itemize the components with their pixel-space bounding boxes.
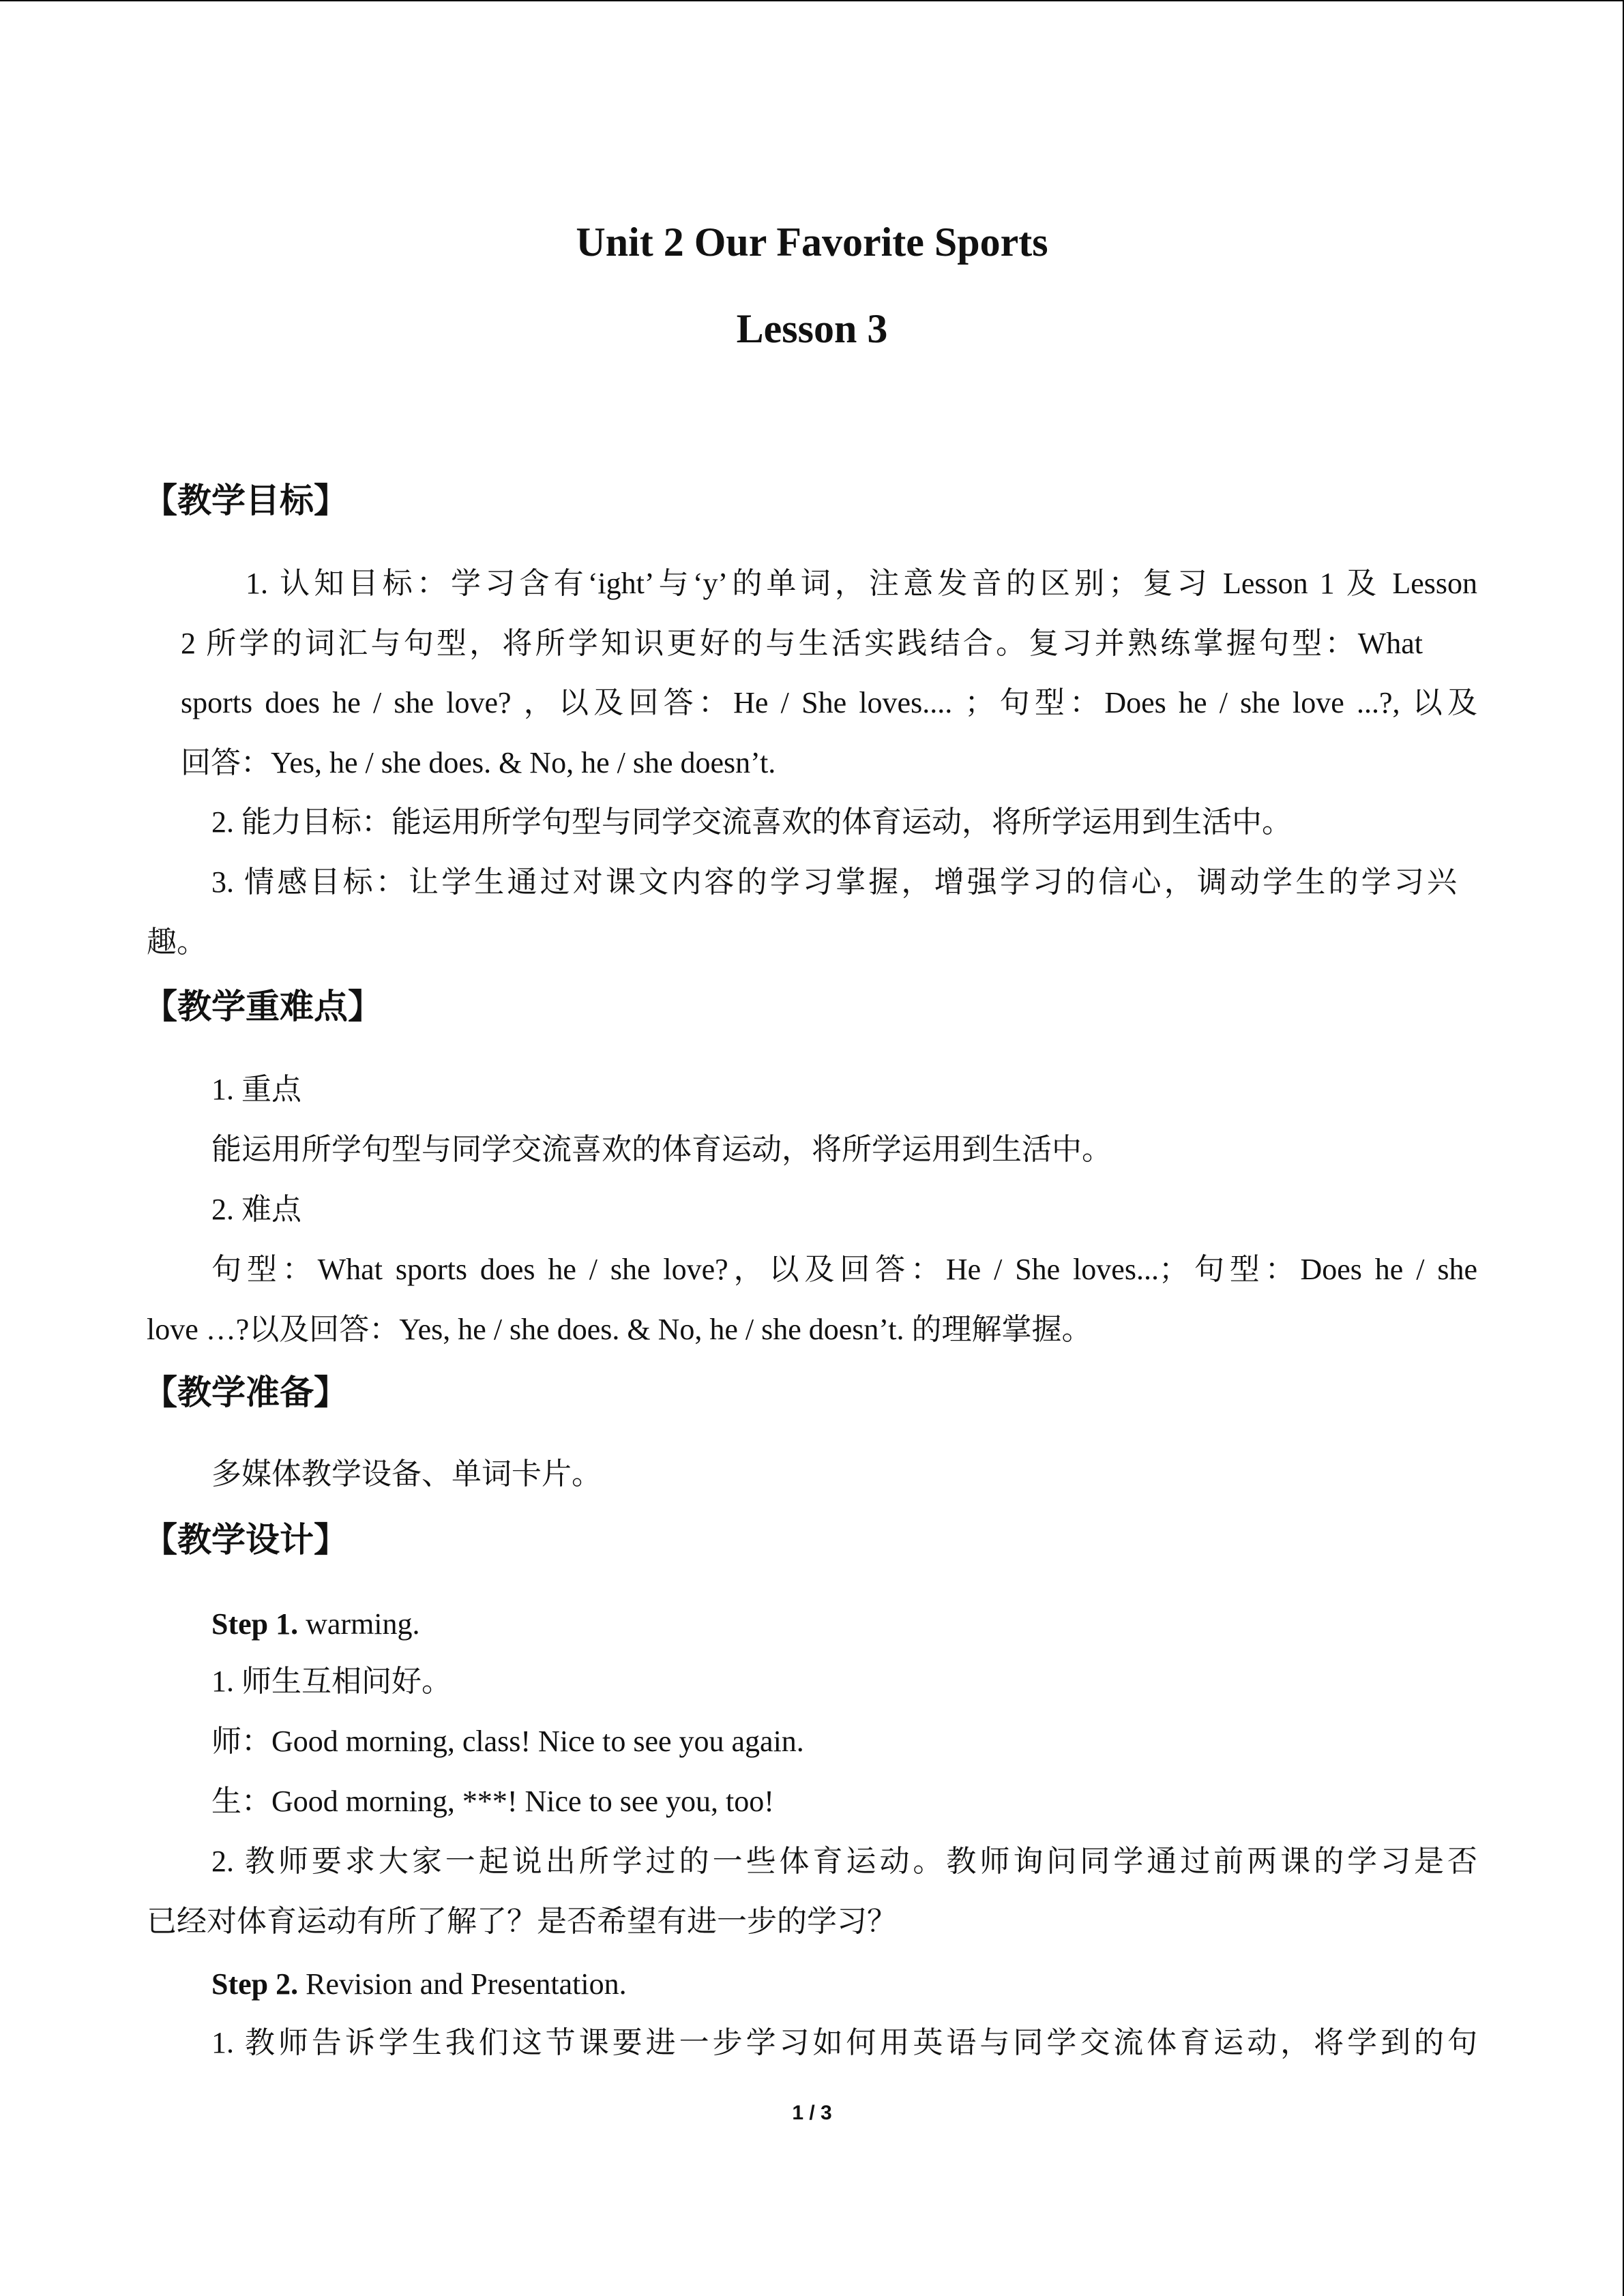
- objective-1-line-3: sports does he / she love? ，以及回答：He / She loves.... ；句型：Does he / she love ...?, 以及: [181, 686, 1477, 719]
- step-1-label: Step 1.: [211, 1607, 299, 1641]
- objective-3-line-1: 3. 情感目标：让学生通过对课文内容的学习掌握，增强学习的信心，调动学生的学习兴: [211, 865, 1457, 899]
- section-heading-objectives: 【教学目标】: [143, 481, 348, 520]
- section-heading-key-points: 【教学重难点】: [143, 987, 382, 1026]
- step-2-label: Step 2.: [211, 1967, 299, 2001]
- objective-1-line-4: 回答：Yes, he / she does. & No, he / she doesn’t.: [181, 746, 776, 779]
- key-point-2-label: 2. 难点: [211, 1193, 301, 1226]
- step-2: [211, 1963, 627, 2006]
- step-1-teacher-line: 师：Good morning, class! Nice to see you again.: [211, 1725, 804, 1758]
- key-point-2-line-2: love …?以及回答：Yes, he / she does. & No, he / she doesn’t. 的理解掌握。: [147, 1313, 1092, 1346]
- step-2-title: Revision and Presentation.: [298, 1967, 627, 2001]
- key-point-2-line-1: 句型：What sports does he / she love?，以及回答：He / She loves...；句型：Does he / she: [211, 1253, 1477, 1286]
- section-heading-design: 【教学设计】: [143, 1520, 348, 1560]
- document-subtitle: Lesson 3: [736, 306, 888, 351]
- key-point-1-label: 1. 重点: [211, 1073, 301, 1106]
- objective-1-line-1: 1. 认知目标：学习含有‘ight’与‘y’的单词，注意发音的区别；复习 Lesson 1 及 Lesson: [246, 567, 1477, 600]
- objective-1-line-2: 2 所学的词汇与句型，将所学知识更好的与生活实践结合。复习并熟练掌握句型：What: [181, 627, 1423, 660]
- objective-2: 2. 能力目标：能运用所学句型与同学交流喜欢的体育运动，将所学运用到生活中。: [211, 805, 1292, 839]
- step-1-item-2-line-2: 已经对体育运动有所了解了？是否希望有进一步的学习？: [147, 1905, 897, 1938]
- step-2-item-1: 1. 教师告诉学生我们这节课要进一步学习如何用英语与同学交流体育运动，将学到的句: [211, 2026, 1477, 2059]
- step-1-item-2-line-1: 2. 教师要求大家一起说出所学过的一些体育运动。教师询问同学通过前两课的学习是否: [211, 1845, 1477, 1878]
- step-1-item-1: 1. 师生互相问好。: [211, 1665, 452, 1698]
- document-title: Unit 2 Our Favorite Sports: [576, 220, 1048, 265]
- step-1-title: warming.: [298, 1607, 420, 1641]
- key-point-1-text: 能运用所学句型与同学交流喜欢的体育运动，将所学运用到生活中。: [211, 1133, 1112, 1166]
- section-heading-preparation: 【教学准备】: [143, 1373, 348, 1412]
- objective-3-line-2: 趣。: [147, 925, 207, 959]
- page-number: 1 / 3: [792, 2102, 832, 2124]
- preparation-text: 多媒体教学设备、单词卡片。: [211, 1457, 602, 1491]
- step-1-student-line: 生：Good morning, ***! Nice to see you, too!: [211, 1785, 774, 1818]
- step-1: [211, 1602, 420, 1646]
